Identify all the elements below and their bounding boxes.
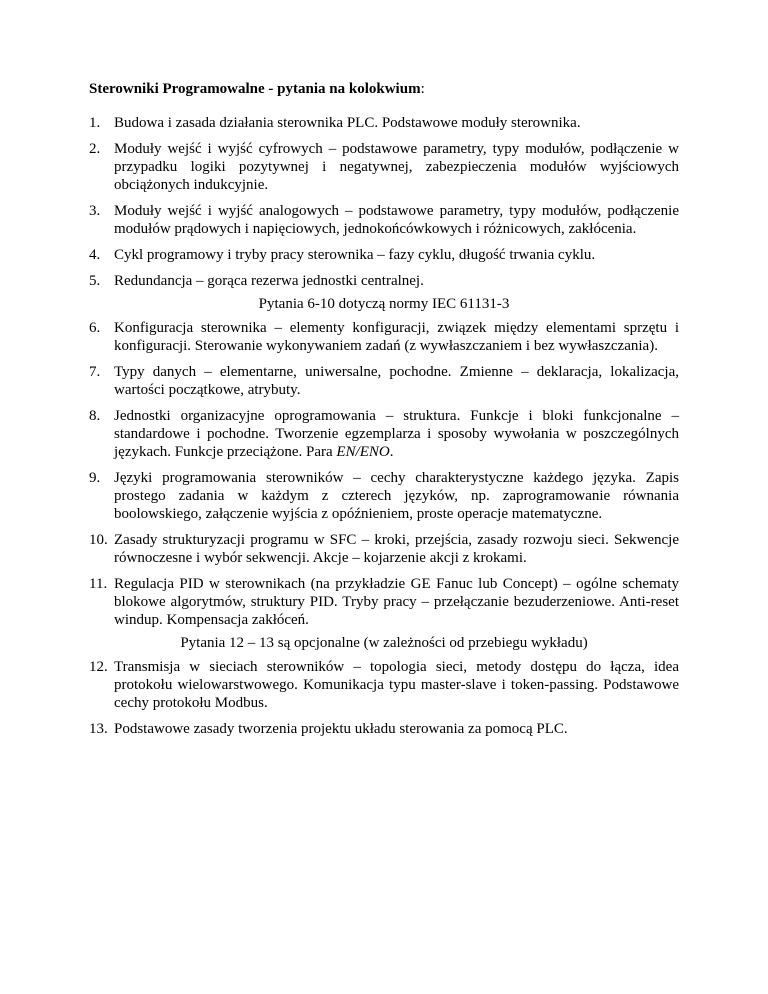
- question-text: Moduły wejść i wyjść cyfrowych – podstawowe parametry, typy modułów, podłączenie w przypadku logiki pozytywnej i negatywnej, zabezpieczenia modułów wyjściowych obciążonych indukcyjnie.: [114, 141, 679, 193]
- question-item: [89, 531, 679, 567]
- question-number: 6.: [89, 320, 101, 336]
- document-title: [89, 80, 679, 98]
- question-number: 7.: [89, 364, 101, 380]
- question-number: 11.: [89, 576, 108, 592]
- question-item: [89, 246, 679, 264]
- question-text: Konfiguracja sterownika – elementy konfiguracji, związek między elementami sprzętu i konfiguracji. Sterowanie wykonywaniem zadań (z wywłaszczaniem i bez wywłaszczania).: [114, 320, 679, 354]
- question-number: 8.: [89, 408, 101, 424]
- question-list-2: [89, 319, 679, 629]
- question-number: 2.: [89, 141, 101, 157]
- question-text: Podstawowe zasady tworzenia projektu układu sterowania za pomocą PLC.: [114, 721, 568, 737]
- question-item: [89, 202, 679, 238]
- section-note-optional: Pytania 12 – 13 są opcjonalne (w zależności od przebiegu wykładu): [180, 635, 588, 651]
- question-text: Redundancja – gorąca rezerwa jednostki centralnej.: [114, 273, 424, 289]
- question-item: [89, 575, 679, 629]
- question-text: Cykl programowy i tryby pracy sterownika – fazy cyklu, długość trwania cyklu.: [114, 247, 596, 263]
- question-item: [89, 658, 679, 712]
- question-number: 9.: [89, 470, 101, 486]
- document-page: [89, 80, 679, 746]
- question-text: Języki programowania sterowników – cechy charakterystyczne każdego języka. Zapis prostego zadania w każdym z czterech języków, np. zaprogramowanie równania boolowskiego, załączenie wyjścia z opóźnieniem, proste operacje matematyczne.: [114, 470, 679, 522]
- question-item: [89, 363, 679, 399]
- question-number: 1.: [89, 115, 101, 131]
- question-text: Regulacja PID w sterownikach (na przykładzie GE Fanuc lub Concept) – ogólne schematy blokowe algorytmów, struktury PID. Tryby pracy – przełączanie bezuderzeniowe. Anti-reset windup. Kompensacja zakłóceń.: [114, 576, 679, 628]
- question-item: [89, 720, 679, 738]
- question-text: Typy danych – elementarne, uniwersalne, pochodne. Zmienne – deklaracja, lokalizacja, wartości początkowe, atrybuty.: [114, 364, 679, 398]
- question-text: Moduły wejść i wyjść analogowych – podstawowe parametry, typy modułów, podłączenie modułów prądowych i napięciowych, jednokońcówkowych i różnicowych, zakłócenia.: [114, 203, 679, 237]
- question-number: 4.: [89, 247, 101, 263]
- question-item: [89, 140, 679, 194]
- question-text: Zasady strukturyzacji programu w SFC – kroki, przejścia, zasady rozwoju sieci. Sekwencje równoczesne i wybór sekwencji. Akcje – kojarzenie akcji z krokami.: [114, 532, 679, 566]
- question-list-1: [89, 114, 679, 290]
- question-item: [89, 114, 679, 132]
- document-title-bold: Sterowniki Programowalne - pytania na kolokwium: [89, 81, 421, 97]
- question-number: 12.: [89, 659, 108, 675]
- section-note-iec: Pytania 6-10 dotyczą normy IEC 61131-3: [258, 296, 510, 312]
- question-item: [89, 319, 679, 355]
- question-text: Budowa i zasada działania sterownika PLC. Podstawowe moduły sterownika.: [114, 115, 581, 131]
- question-text: Transmisja w sieciach sterowników – topologia sieci, metody dostępu do łącza, idea protokołu wielowarstwowego. Komunikacja typu master-slave i token-passing. Podstawowe cechy protokołu Modbus.: [114, 659, 679, 711]
- question-list-3: [89, 658, 679, 738]
- question-item: [89, 272, 679, 290]
- question-text: Jednostki organizacyjne oprogramowania – struktura. Funkcje i bloki funkcjonalne – standardowe i pochodne. Tworzenie egzemplarza i sposoby wywołania w poszczególnych językach. Funkcje przeciążone. Para: [114, 408, 679, 460]
- question-item: [89, 469, 679, 523]
- question-number: 13.: [89, 721, 108, 737]
- question-number: 3.: [89, 203, 101, 219]
- question-item: [89, 407, 679, 461]
- question-text-end: .: [389, 444, 394, 460]
- document-title-colon: :: [420, 81, 425, 97]
- question-number: 5.: [89, 273, 101, 289]
- question-text-italic: EN/ENO: [336, 444, 390, 460]
- question-number: 10.: [89, 532, 108, 548]
